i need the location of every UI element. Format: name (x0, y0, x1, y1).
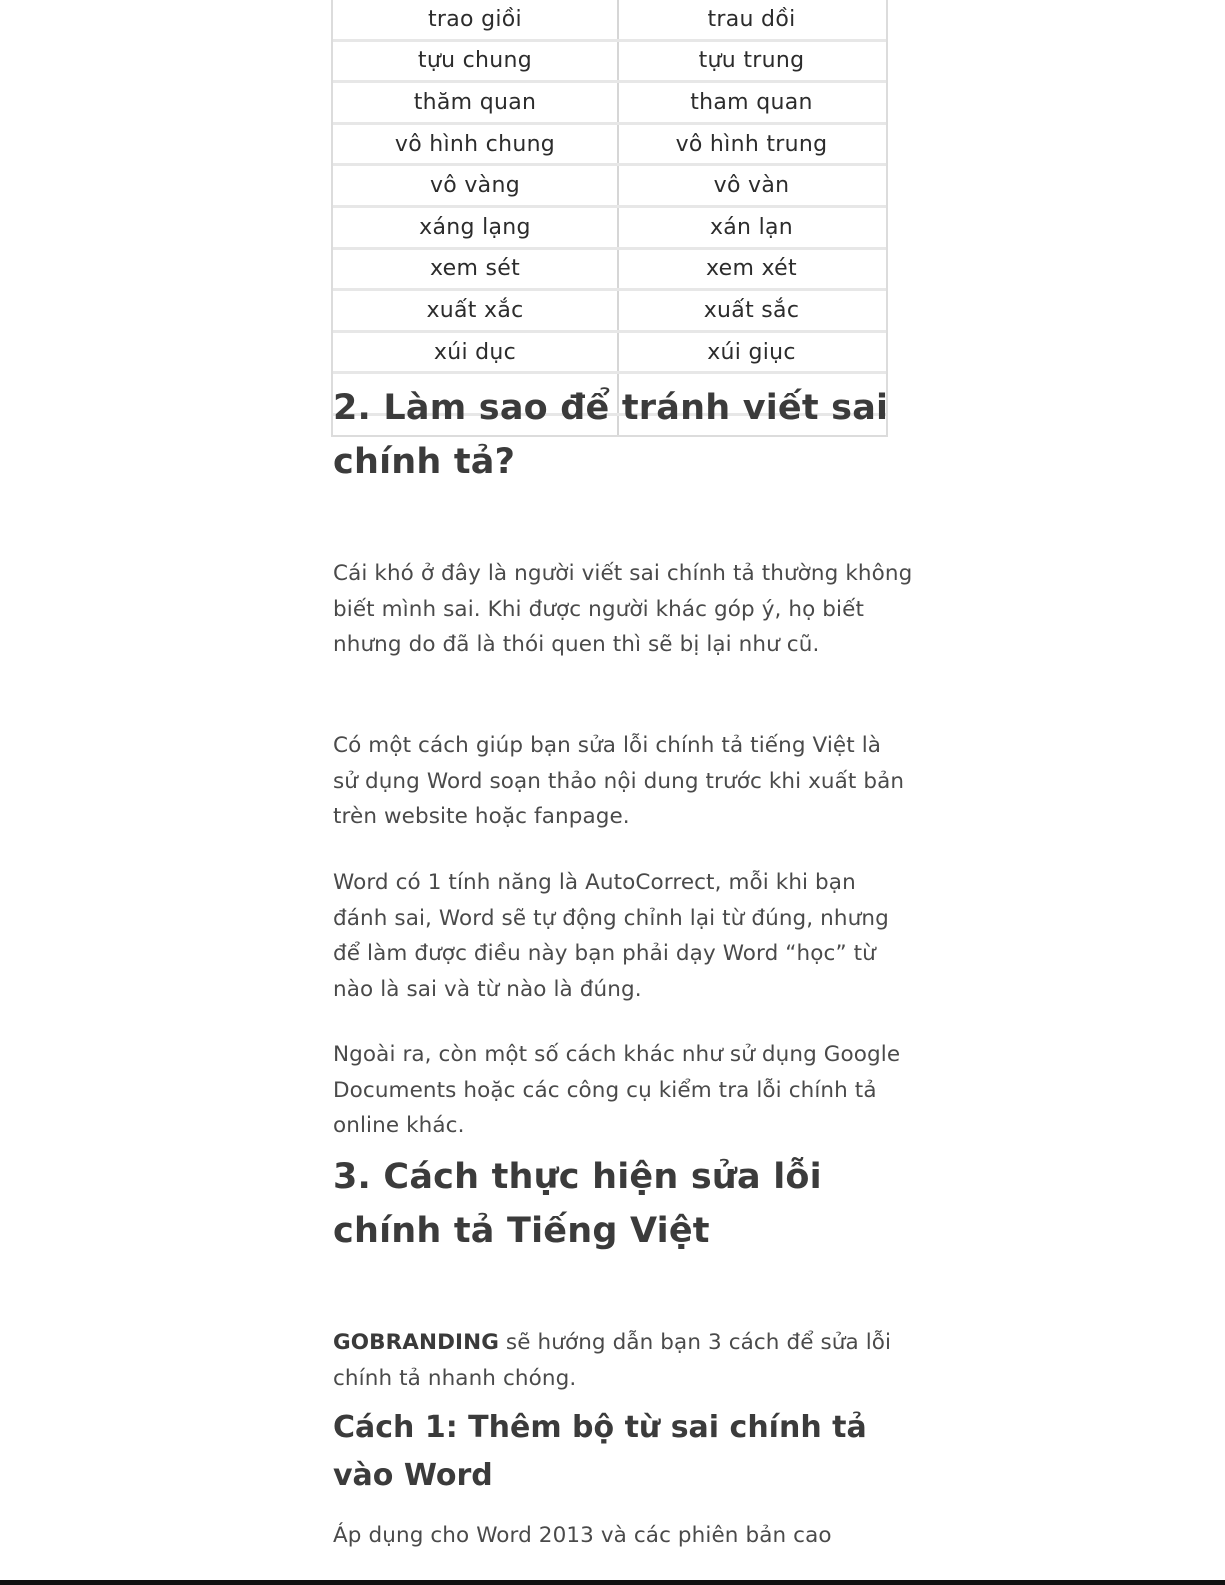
wrong-spelling-cell: vô hình chung (394, 131, 556, 157)
section-2 (333, 381, 913, 489)
correct-spelling-cell: xán lạn (709, 214, 794, 240)
wrong-spelling-cell: xúi dục (433, 339, 517, 365)
correct-spelling-cell: xuất sắc (703, 297, 800, 323)
intro-text: sẽ hướng dẫn bạn 3 cách để sửa lỗi chính tả nhanh chóng. (333, 1330, 892, 1391)
bottom-border (0, 1580, 1225, 1585)
table-row (333, 333, 886, 375)
section-2-body (333, 556, 913, 663)
method-1-body (333, 1518, 913, 1554)
wrong-spelling-cell: xuất xắc (426, 297, 524, 323)
paragraph: Cái khó ở đây là người viết sai chính tả thường không biết mình sai. Khi được người khác góp ý, họ biết nhưng do đã là thói quen thì sẽ bị lại như cũ. (333, 561, 913, 658)
table-row (333, 42, 886, 84)
table-row (333, 125, 886, 167)
paragraph: Word có 1 tính năng là AutoCorrect, mỗi khi bạn đánh sai, Word sẽ tự động chỉnh lại từ đúng, nhưng để làm được điều này bạn phải dạy Word “học” từ nào là sai và từ nào là đúng. (333, 870, 889, 1002)
spelling-word-table (331, 0, 888, 437)
wrong-spelling-cell: trao giồi (428, 6, 522, 32)
wrong-spelling-cell: thăm quan (413, 89, 537, 115)
table-row (333, 250, 886, 292)
wrong-spelling-cell: xáng lạng (419, 214, 531, 240)
brand-name: GOBRANDING (333, 1330, 499, 1355)
section-2-heading: 2. Làm sao để tránh viết sai chính tả? (333, 388, 889, 482)
table-row (333, 166, 886, 208)
method-1-heading: Cách 1: Thêm bộ từ sai chính tả vào Word (333, 1410, 867, 1493)
correct-spelling-cell: vô vàn (713, 173, 790, 199)
table-row (333, 0, 886, 42)
correct-spelling-cell: xúi giục (707, 339, 796, 365)
correct-spelling-cell: vô hình trung (675, 131, 828, 157)
method-1 (333, 1404, 903, 1500)
paragraph: Có một cách giúp bạn sửa lỗi chính tả tiếng Việt là sử dụng Word soạn thảo nội dung trước khi xuất bản trèn website hoặc fanpage. (333, 733, 905, 830)
wrong-spelling-cell: xem sét (429, 256, 520, 282)
correct-spelling-cell: xem xét (706, 256, 797, 282)
paragraph (333, 1325, 913, 1396)
paragraph: Ngoài ra, còn một số cách khác như sử dụng Google Documents hoặc các công cụ kiểm tra lỗi chính tả online khác. (333, 1042, 901, 1139)
section-2-body (333, 1037, 913, 1144)
wrong-spelling-cell: vô vàng (429, 173, 520, 199)
table-row (333, 291, 886, 333)
section-3-intro (333, 1325, 913, 1396)
section-2-body (333, 728, 913, 835)
correct-spelling-cell: tham quan (690, 89, 813, 115)
correct-spelling-cell: trau dồi (707, 6, 796, 32)
table-row (333, 83, 886, 125)
paragraph: Áp dụng cho Word 2013 và các phiên bản cao (333, 1523, 832, 1548)
section-3-heading: 3. Cách thực hiện sửa lỗi chính tả Tiếng Việt (333, 1157, 822, 1251)
section-3 (333, 1150, 853, 1258)
correct-spelling-cell: tựu trung (698, 48, 805, 74)
wrong-spelling-cell: tựu chung (417, 48, 533, 74)
table-row (333, 208, 886, 250)
section-2-body (333, 865, 913, 1007)
